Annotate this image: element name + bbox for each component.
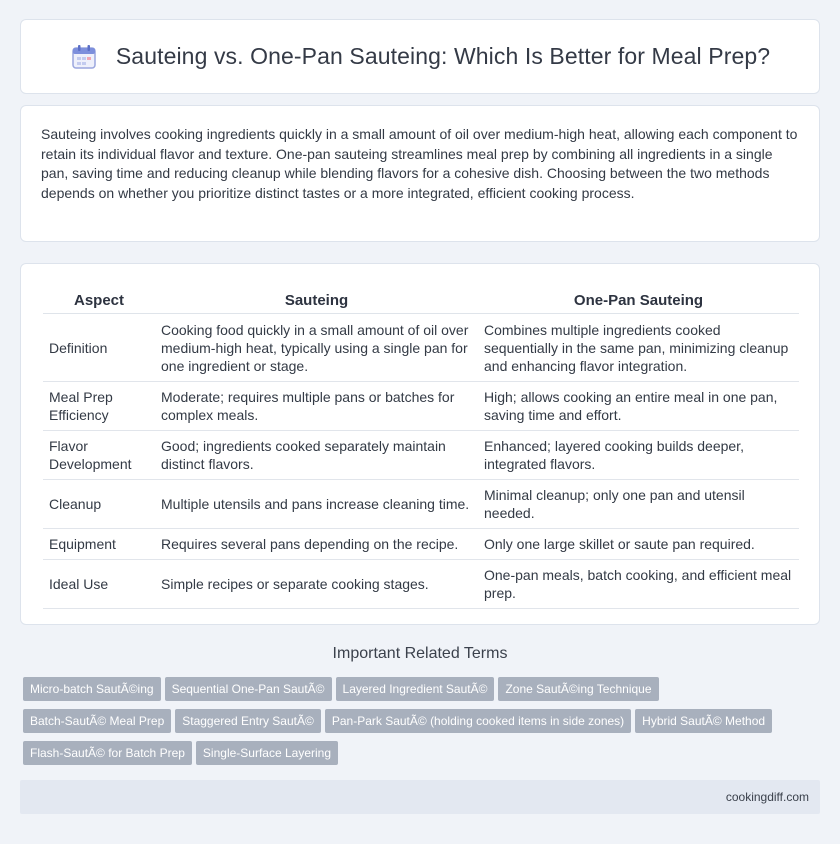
table-cell-one-pan: High; allows cooking an entire meal in one pan, saving time and effort. <box>478 382 799 431</box>
table-cell-one-pan: Combines multiple ingredients cooked sequentially in the same pan, minimizing cleanup and enhancing flavor integration. <box>478 314 799 382</box>
table-cell-sauteing: Multiple utensils and pans increase cleaning time. <box>155 480 478 529</box>
related-term-tag[interactable]: Micro-batch SautÃ©ing <box>23 677 161 701</box>
page-title: Sauteing vs. One-Pan Sauteing: Which Is Better for Meal Prep? <box>115 43 771 69</box>
intro-paragraph: Sauteing involves cooking ingredients quickly in a small amount of oil over medium-high heat, allowing each component to retain its individual flavor and texture. One-pan sauteing streamlines meal prep by combining all ingredients in a single pan, saving time and reducing cleanup while blending flavors for a cohesive dish. Choosing between the two methods depends on whether you prioritize distinct tastes or a more integrated, efficient cooking process. <box>41 126 798 201</box>
table-cell-sauteing: Cooking food quickly in a small amount of oil over medium-high heat, typically using a single pan for one ingredient or stage. <box>155 314 478 382</box>
related-term-tag[interactable]: Zone SautÃ©ing Technique <box>498 677 658 701</box>
comparison-card <box>20 263 820 625</box>
calendar-icon <box>70 43 98 71</box>
table-cell-aspect: Meal Prep Efficiency <box>43 382 155 431</box>
related-term-tag[interactable]: Layered Ingredient SautÃ© <box>336 677 495 701</box>
table-row <box>43 560 799 609</box>
table-cell-aspect: Equipment <box>43 529 155 560</box>
header-sauteing: Sauteing <box>155 284 478 314</box>
intro-card <box>20 105 820 242</box>
table-cell-one-pan: One-pan meals, batch cooking, and efficient meal prep. <box>478 560 799 609</box>
title-card <box>20 19 820 94</box>
table-cell-one-pan: Minimal cleanup; only one pan and utensil needed. <box>478 480 799 529</box>
related-term-tag[interactable]: Sequential One-Pan SautÃ© <box>165 677 332 701</box>
related-term-tag[interactable]: Flash-SautÃ© for Batch Prep <box>23 741 192 765</box>
table-header-row <box>43 284 799 314</box>
table-cell-aspect: Flavor Development <box>43 431 155 480</box>
table-row <box>43 431 799 480</box>
related-term-tag[interactable]: Staggered Entry SautÃ© <box>175 709 321 733</box>
table-cell-aspect: Definition <box>43 314 155 382</box>
related-term-tag[interactable]: Pan-Park SautÃ© (holding cooked items in side zones) <box>325 709 631 733</box>
table-row <box>43 480 799 529</box>
table-row <box>43 382 799 431</box>
related-terms-title: Important Related Terms <box>332 645 508 662</box>
related-term-tag[interactable]: Hybrid SautÃ© Method <box>635 709 772 733</box>
related-term-tag[interactable]: Single-Surface Layering <box>196 741 338 765</box>
header-one-pan-sauteing: One-Pan Sauteing <box>478 284 799 314</box>
related-terms-list <box>23 677 813 773</box>
footer <box>20 780 820 814</box>
table-cell-sauteing: Good; ingredients cooked separately maintain distinct flavors. <box>155 431 478 480</box>
table-cell-one-pan: Only one large skillet or saute pan required. <box>478 529 799 560</box>
table-row <box>43 529 799 560</box>
table-cell-one-pan: Enhanced; layered cooking builds deeper, integrated flavors. <box>478 431 799 480</box>
table-cell-sauteing: Requires several pans depending on the recipe. <box>155 529 478 560</box>
comparison-table <box>43 284 799 609</box>
table-cell-sauteing: Simple recipes or separate cooking stages. <box>155 560 478 609</box>
related-term-tag[interactable]: Batch-SautÃ© Meal Prep <box>23 709 171 733</box>
table-row <box>43 314 799 382</box>
table-cell-sauteing: Moderate; requires multiple pans or batches for complex meals. <box>155 382 478 431</box>
header-aspect: Aspect <box>43 284 155 314</box>
table-cell-aspect: Cleanup <box>43 480 155 529</box>
footer-site-link[interactable]: cookingdiff.com <box>725 790 809 804</box>
table-cell-aspect: Ideal Use <box>43 560 155 609</box>
